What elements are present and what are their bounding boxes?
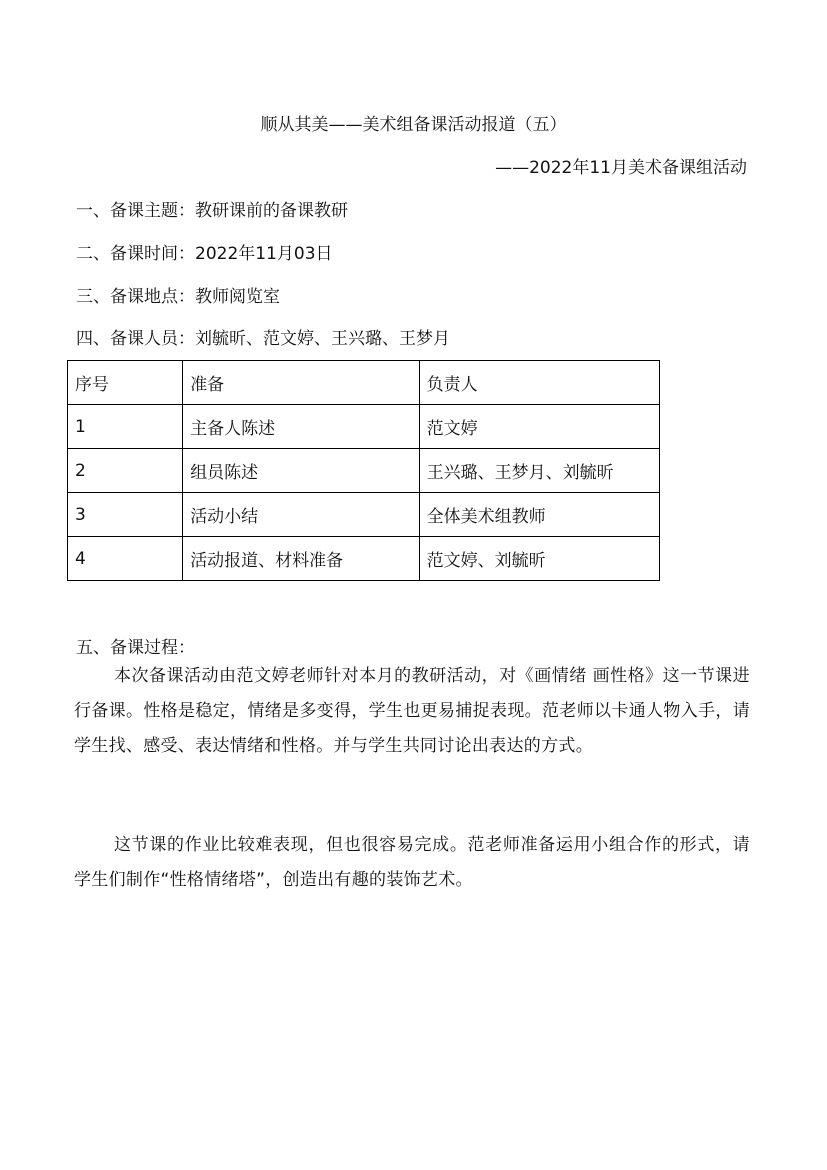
table-cell: 全体美术组教师 — [419, 493, 659, 537]
table-cell: 范文婷 — [419, 405, 659, 449]
table-cell: 组员陈述 — [183, 449, 419, 493]
info-topic-value: 教研课前的备课教研 — [195, 201, 348, 221]
table-header-cell: 准备 — [183, 361, 419, 405]
table-cell: 范文婷、刘毓昕 — [419, 537, 659, 581]
process-paragraph-2: 这节课的作业比较难表现，但也很容易完成。范老师准备运用小组合作的形式，请学生们制作“性格情绪塔”，创造出有趣的装饰艺术。 — [74, 835, 750, 890]
info-members-value: 刘毓昕、范文婷、王兴璐、王梦月 — [195, 329, 450, 349]
table-row — [68, 493, 660, 537]
table-cell: 活动报道、材料准备 — [183, 537, 419, 581]
table-row — [68, 537, 660, 581]
info-location — [76, 285, 280, 309]
section-process-heading: 五、备课过程： — [76, 638, 195, 658]
table-header-row — [68, 361, 660, 405]
table-cell: 主备人陈述 — [183, 405, 419, 449]
table-cell: 3 — [68, 493, 183, 537]
table-header-cell: 序号 — [68, 361, 183, 405]
table-cell: 4 — [68, 537, 183, 581]
info-topic — [76, 199, 348, 223]
info-time-value: 2022年11月03日 — [195, 244, 333, 264]
table-cell: 2 — [68, 449, 183, 493]
info-members-label: 四、备课人员： — [76, 329, 195, 349]
info-location-value: 教师阅览室 — [195, 287, 280, 307]
info-location-label: 三、备课地点： — [76, 287, 195, 307]
table-row — [68, 449, 660, 493]
table-row — [68, 405, 660, 449]
table-cell: 王兴璐、王梦月、刘毓昕 — [419, 449, 659, 493]
table-cell: 活动小结 — [183, 493, 419, 537]
info-topic-label: 一、备课主题： — [76, 201, 195, 221]
info-time — [76, 242, 333, 266]
table-cell: 1 — [68, 405, 183, 449]
preparation-table — [67, 360, 660, 581]
table-header-cell: 负责人 — [419, 361, 659, 405]
document-title: 顺从其美——美术组备课活动报道（五） — [260, 115, 567, 135]
info-members — [76, 327, 450, 351]
document-subtitle: ——2022年11月美术备课组活动 — [495, 158, 747, 178]
process-paragraph-1: 本次备课活动由范文婷老师针对本月的教研活动，对《画情绪 画性格》这一节课进行备课。性格是稳定，情绪是多变得，学生也更易捕捉表现。范老师以卡通人物入手，请学生找、感受、表达情绪和性格。并与学生共同讨论出表达的方式。 — [74, 666, 750, 756]
info-time-label: 二、备课时间： — [76, 244, 195, 264]
